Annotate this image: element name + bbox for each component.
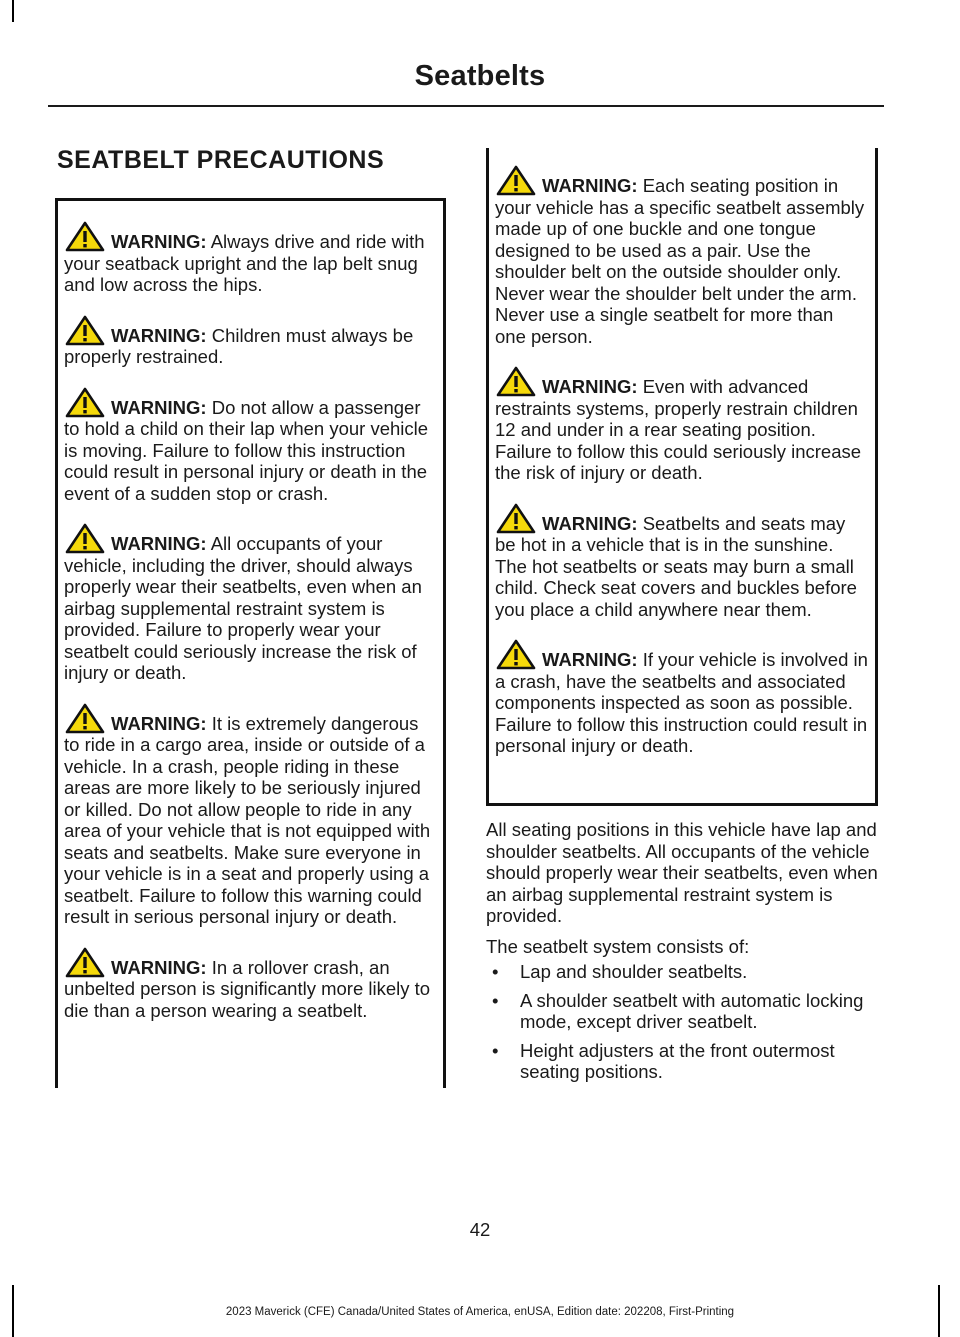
warning-text: If your vehicle is involved in a crash, have the seatbelts and associated components inspected as soon as possible. Failure to follow this instruction could result in personal injury or death. <box>495 649 868 756</box>
header-divider <box>48 105 884 107</box>
warning-label: WARNING: <box>111 712 207 734</box>
body-paragraph: The seatbelt system consists of: <box>486 936 750 957</box>
list-item <box>486 990 886 1033</box>
list-item-text: A shoulder seatbelt with automatic locking mode, except driver seatbelt. <box>520 989 864 1032</box>
bullet-dot: • <box>492 961 499 982</box>
right-warning-box <box>486 148 878 806</box>
warning-triangle-icon <box>496 165 536 196</box>
warning-item <box>64 523 437 684</box>
warning-triangle-icon <box>496 639 536 670</box>
warning-text: Even with advanced restraints systems, properly restrain children 12 and under in a rear seating position. Failure to follow this could seriously increase the risk of injury or death. <box>495 376 862 483</box>
warning-text: Always drive and ride with your seatback upright and the lap belt snug and low across the hips. <box>64 231 425 295</box>
warning-label: WARNING: <box>111 396 207 418</box>
warning-triangle-icon <box>496 503 536 534</box>
warning-label: WARNING: <box>542 376 638 397</box>
warning-item <box>495 639 869 757</box>
warning-label: WARNING: <box>111 956 207 978</box>
list-item <box>486 961 886 983</box>
warning-text: In a rollover crash, an unbelted person is significantly more likely to die than a person wearing a seatbelt. <box>64 956 431 1021</box>
section-title: SEATBELT PRECAUTIONS <box>57 146 385 174</box>
warning-item <box>495 165 869 347</box>
warning-label: WARNING: <box>111 533 207 554</box>
bullet-dot: • <box>492 989 499 1011</box>
bullet-list <box>486 961 886 1090</box>
warning-triangle-icon <box>65 703 105 734</box>
warning-item <box>495 366 869 484</box>
footer-text: 2023 Maverick (CFE) Canada/United States of America, enUSA, Edition date: 202208, First-Printing <box>225 1306 735 1318</box>
body-paragraph: All seating positions in this vehicle have lap and shoulder seatbelts. All occupants of the vehicle should properly wear their seatbelts, even when an airbag supplemental restraint system is provided. <box>486 819 878 926</box>
warning-text: It is extremely dangerous to ride in a cargo area, inside or outside of a vehicle. In a crash, people riding in these areas are more likely to be seriously injured or killed. Do not allow people to ride in any area of your vehicle that is not equipped with seats and seatbelts. Make sure everyone in your vehicle is in a seat and properly using a seatbelt. Failure to follow this warning could result in serious personal injury or death. <box>64 712 431 927</box>
warning-triangle-icon <box>65 523 105 554</box>
warning-text: Seatbelts and seats may be hot in a vehicle that is in the sunshine. The hot seatbelts or seats may burn a small child. Check seat covers and buckles before you place a child anywhere near them. <box>495 512 857 620</box>
warning-label: WARNING: <box>542 175 638 196</box>
warning-triangle-icon <box>65 387 105 418</box>
warning-item <box>64 947 437 1022</box>
warning-item <box>64 387 437 505</box>
warning-text: Children must always be properly restrained. <box>64 324 414 367</box>
warning-item <box>64 221 437 296</box>
list-item-text: Lap and shoulder seatbelts. <box>520 961 748 982</box>
list-item <box>486 1040 886 1083</box>
warning-triangle-icon <box>65 947 105 978</box>
warning-label: WARNING: <box>111 231 207 252</box>
warning-triangle-icon <box>65 315 105 346</box>
page-number: 42 <box>469 1219 491 1240</box>
warning-label: WARNING: <box>542 649 638 670</box>
page-header-title: Seatbelts <box>414 60 546 92</box>
crop-mark <box>12 0 14 22</box>
warning-triangle-icon <box>496 366 536 397</box>
right-warning-list <box>495 165 869 757</box>
warning-text: All occupants of your vehicle, including the driver, should always properly wear their seatbelts, even when an airbag supplemental restraint system is provided. Failure to properly wear your seatbelt could seriously increase the risk of injury or death. <box>64 533 422 683</box>
left-warning-list <box>64 221 437 1021</box>
warning-text: Do not allow a passenger to hold a child on their lap when your vehicle is moving. Failure to follow this instruction could result in personal injury or death in the event of a sudden stop or crash. <box>64 396 429 504</box>
warning-text: Each seating position in your vehicle has a specific seatbelt assembly made up of one buckle and one tongue designed to be used as a pair. Use the shoulder belt on the outside shoulder only. Never wear the shoulder belt under the arm. Never use a single seatbelt for more than one person. <box>495 175 865 347</box>
warning-item <box>495 503 869 621</box>
warning-item <box>64 703 437 928</box>
list-item-text: Height adjusters at the front outermost seating positions. <box>520 1039 835 1082</box>
warning-triangle-icon <box>65 221 105 252</box>
warning-label: WARNING: <box>542 512 638 534</box>
bullet-dot: • <box>492 1039 499 1061</box>
left-warning-box <box>55 198 446 1088</box>
warning-label: WARNING: <box>111 324 207 346</box>
warning-item <box>64 315 437 368</box>
